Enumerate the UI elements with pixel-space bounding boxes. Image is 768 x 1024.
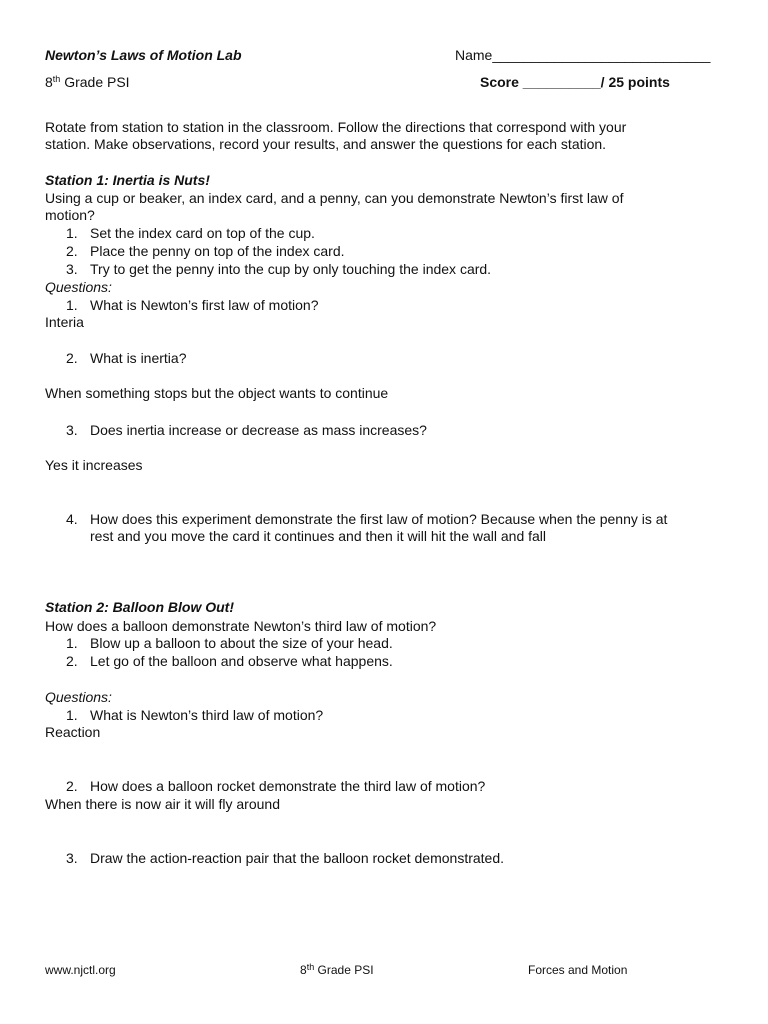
intro-line-2: station. Make observations, record your results, and answer the questions for each station. [45, 136, 607, 152]
name-field[interactable] [455, 47, 710, 64]
station2-question-2: 2. How does a balloon rocket demonstrate the third law of motion? [66, 778, 486, 794]
station1-question-4: 4. How does this experiment demonstrate the first law of motion? Because when the penny is at [66, 511, 668, 527]
name-label: Name [455, 47, 493, 63]
grade-label: 8th Grade PSI [45, 74, 130, 90]
intro-line-1: Rotate from station to station in the classroom. Follow the directions that correspond with your [45, 119, 627, 135]
station1-question-2: 2. What is inertia? [66, 350, 187, 366]
station1-answer-3: Yes it increases [45, 457, 143, 473]
station1-step: 2. Place the penny on top of the index card. [66, 243, 345, 259]
station2-question-3: 3. Draw the action-reaction pair that the balloon rocket demonstrated. [66, 850, 505, 866]
document-title: Newton’s Laws of Motion Lab [45, 47, 242, 63]
station2-question-1: 1. What is Newton’s third law of motion? [66, 707, 324, 723]
station1-step: 1. Set the index card on top of the cup. [66, 225, 315, 241]
station2-answer-1: Reaction [45, 724, 101, 740]
footer-grade: 8th Grade PSI [300, 962, 374, 977]
station2-questions-label: Questions: [45, 689, 112, 705]
name-blank: ____________________________ [492, 47, 711, 63]
station1-answer-2: When something stops but the object wants to continue [45, 385, 389, 401]
station2-step: 2. Let go of the balloon and observe what happens. [66, 653, 393, 669]
station1-questions-label: Questions: [45, 279, 112, 295]
station1-answer-1: Interia [45, 314, 84, 330]
footer-website: www.njctl.org [45, 963, 116, 977]
station2-step: 1. Blow up a balloon to about the size of your head. [66, 635, 393, 651]
station1-step: 3. Try to get the penny into the cup by only touching the index card. [66, 261, 492, 277]
footer-topic: Forces and Motion [528, 963, 628, 977]
score-field: Score __________/ 25 points [480, 74, 670, 90]
station1-prompt-line-2: motion? [45, 207, 95, 223]
station1-prompt-line-1: Using a cup or beaker, an index card, and a penny, can you demonstrate Newton’s first law of [45, 190, 624, 206]
station1-question-4-continuation: rest and you move the card it continues and then it will hit the wall and fall [90, 528, 547, 544]
station1-question-3: 3. Does inertia increase or decrease as mass increases? [66, 422, 427, 438]
station1-title: Station 1: Inertia is Nuts! [45, 172, 210, 188]
station1-question-1: 1. What is Newton’s first law of motion? [66, 297, 319, 313]
station2-title: Station 2: Balloon Blow Out! [45, 599, 234, 615]
station2-answer-2: When there is now air it will fly around [45, 796, 280, 812]
station2-prompt: How does a balloon demonstrate Newton’s third law of motion? [45, 618, 437, 634]
